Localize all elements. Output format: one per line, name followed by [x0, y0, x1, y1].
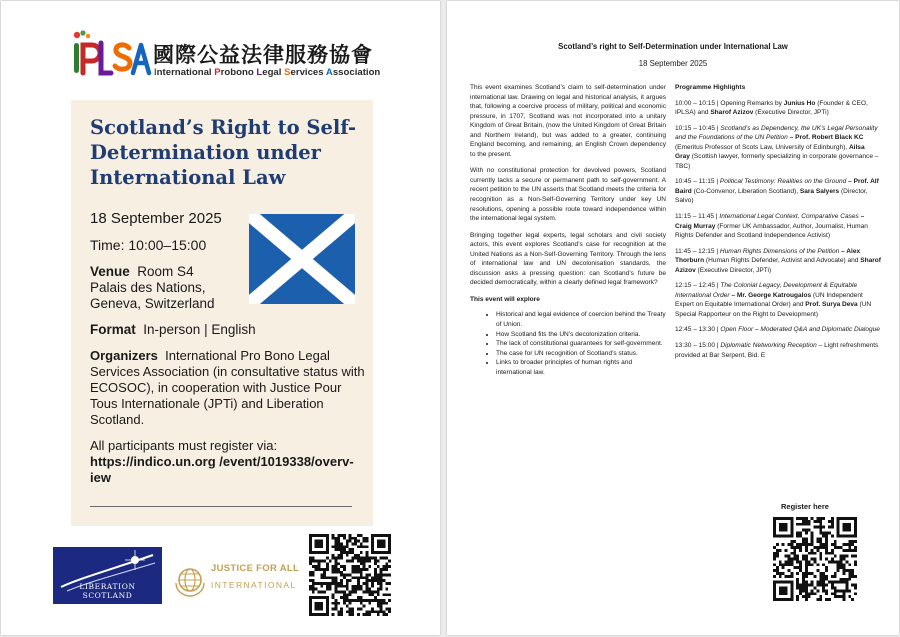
iplsa-logo [69, 29, 379, 83]
explore-item: • How Scotland fits the UN’s decolonization criteria. [496, 330, 666, 340]
programme-item: 11:45 – 12:15 | Human Rights Dimensions of the Petition – Alex Thorburn (Human Rights Defender, Activist and Advocate) and Sharof Azizov (Executive Director, JPTi) [675, 247, 881, 274]
programme-item: 10:45 – 11:15 | Political Testimony: Realities on the Ground – Prof. Alf Baird (Co-Convenor, Liberation Scotland), Sara Salyers (Director, Salvo) [675, 178, 879, 205]
explore-item: • The case for UN recognition of Scotland’s status. [496, 349, 666, 359]
justice-for-all-logo [171, 561, 301, 599]
liberation-scotland-text: LIBERATION SCOTLAND [79, 582, 136, 600]
explore-item: • Historical and legal evidence of coercion behind the Treaty of Union. [496, 310, 666, 329]
venue-label: Venue [90, 264, 130, 279]
venue-line-2: Palais des Nations, [90, 280, 206, 295]
explore-item: • Links to broader principles of human rights and international law. [496, 358, 666, 377]
programme-item: 12:45 – 13:30 | Open Floor – Moderated Q&A and Diplomatic Dialogue [675, 326, 880, 334]
register-text: All participants must register via: [90, 438, 278, 453]
format-label: Format [90, 322, 136, 337]
venue-line-3: Geneva, Switzerland [90, 296, 215, 311]
description-paragraph: Bringing together legal experts, legal scholars and civil society actors, this event explores Scotland’s case for recognition at the United Nations as a Non-Self-Governing Territory. Through the lens of international law and UN decolonisation standards, the discussion asks a pressing question: can Scotland’s future be decided democratically, within a clearly defined legal framework? [470, 231, 666, 287]
scottish-saltire-flag-icon [249, 214, 355, 304]
event-venue [90, 264, 215, 312]
register-link[interactable]: https://indico.un.org /event/1019338/overv-iew [90, 454, 354, 485]
explore-item: • The lack of constitutional guarantees for self-government. [496, 339, 666, 349]
registration-info [90, 438, 370, 486]
event-organizers [90, 348, 368, 428]
format-value: In-person | English [143, 322, 256, 337]
document-title: Scotland’s right to Self-Determination under International Law [558, 42, 788, 51]
flyer-page [1, 1, 440, 635]
programme-column [675, 83, 881, 366]
event-description-column [470, 83, 666, 377]
organizers-text: International Pro Bono Legal Services Association (in consultative status with ECOSOC), in cooperation with Justice Pour Tous Internationale (JPTi) and Liberation Scotland. [90, 348, 365, 427]
programme-item: 11:15 – 11:45 | International Legal Context, Comparative Cases – Craig Murray (Former UK Ambassador, Author, Journalist, Human Rights Defender and Scotland Independence Activist) [675, 213, 868, 240]
event-headline: Scotland’s Right to Self-Determination under International Law [90, 116, 357, 189]
explore-list [470, 310, 666, 377]
justice-for-all-title: JUSTICE FOR ALL [211, 563, 300, 574]
register-qr-code-icon[interactable] [773, 517, 857, 601]
programme-item: 10:00 – 10:15 | Opening Remarks by Junius Ho (Founder & CEO, IPLSA) and Sharof Azizov (Executive Director, JPTi) [675, 99, 868, 117]
iplsa-logo-mark-icon [69, 29, 153, 83]
event-info-panel [71, 100, 373, 526]
programme-heading: Programme Highlights [675, 84, 746, 91]
programme-item: 12:15 – 12:45 | The Colonial Legacy, Development & Equitable International Order – Mr. George Katrougalos (UN Independent Expert on Equitable International Order) and Prof. Surya Deva (UN Special Rapporteur on the Right to Development) [675, 282, 872, 318]
event-time: Time: 10:00–15:00 [90, 237, 207, 253]
description-paragraph: This event examines Scotland’s claim to self-determination under international law. Drawing on legal and historical analysis, it argues that, following a coercive process of military, political and economic pressure, in 1707, Scotland was not incorporated into a unitary Kingdom of Great Britain, (now the United Kingdom of Great Britain and Northern Ireland), but was added to a greater, continuing England becoming, and remaining, an English Crown dependency to the present. [470, 84, 666, 158]
justice-for-all-subtitle: INTERNATIONAL [211, 580, 297, 590]
programme-item: 10:15 – 10:45 | Scotland’s as Dependency, the UK’s Legal Personality and the Foundations of the UN Petition – Prof. Robert Black KC (Emeritus Professor of Scots Law, University of Edinburgh), Ailsa Gray (Scottish lawyer, formerly specializing in corporate governance – TBC) [675, 124, 879, 170]
explore-heading: This event will explore [470, 295, 540, 303]
organizers-label: Organizers [90, 348, 158, 363]
register-here-label: Register here [781, 502, 829, 511]
programme-item: 13:30 – 15:00 | Diplomatic Networking Reception – Light refreshments provided at Bar Serpent, Bid. E [675, 342, 879, 359]
panel-divider [90, 506, 352, 507]
document-date: 18 September 2025 [638, 59, 708, 68]
liberation-scotland-logo [53, 547, 162, 604]
logo-chinese-name: 國際公益法律服務協會 [153, 43, 373, 67]
description-paragraph: With no constitutional protection for devolved powers, Scotland currently lacks a secure or permanent path to self-government. A recent petition to the UN asserts that Scotland meets the criteria for recognition as a Non-Self-Governing Territory under key UN resolutions, opening a possible route toward independence within the international legal system. [470, 167, 666, 223]
event-format [90, 322, 256, 337]
registration-qr-code-icon[interactable] [309, 534, 391, 616]
event-date: 18 September 2025 [90, 210, 222, 227]
programme-page [447, 1, 899, 635]
justice-globe-icon [173, 563, 207, 597]
venue-line-1: Room S4 [137, 264, 194, 279]
logo-english-name: International Probono Legal Services Association [154, 67, 381, 78]
